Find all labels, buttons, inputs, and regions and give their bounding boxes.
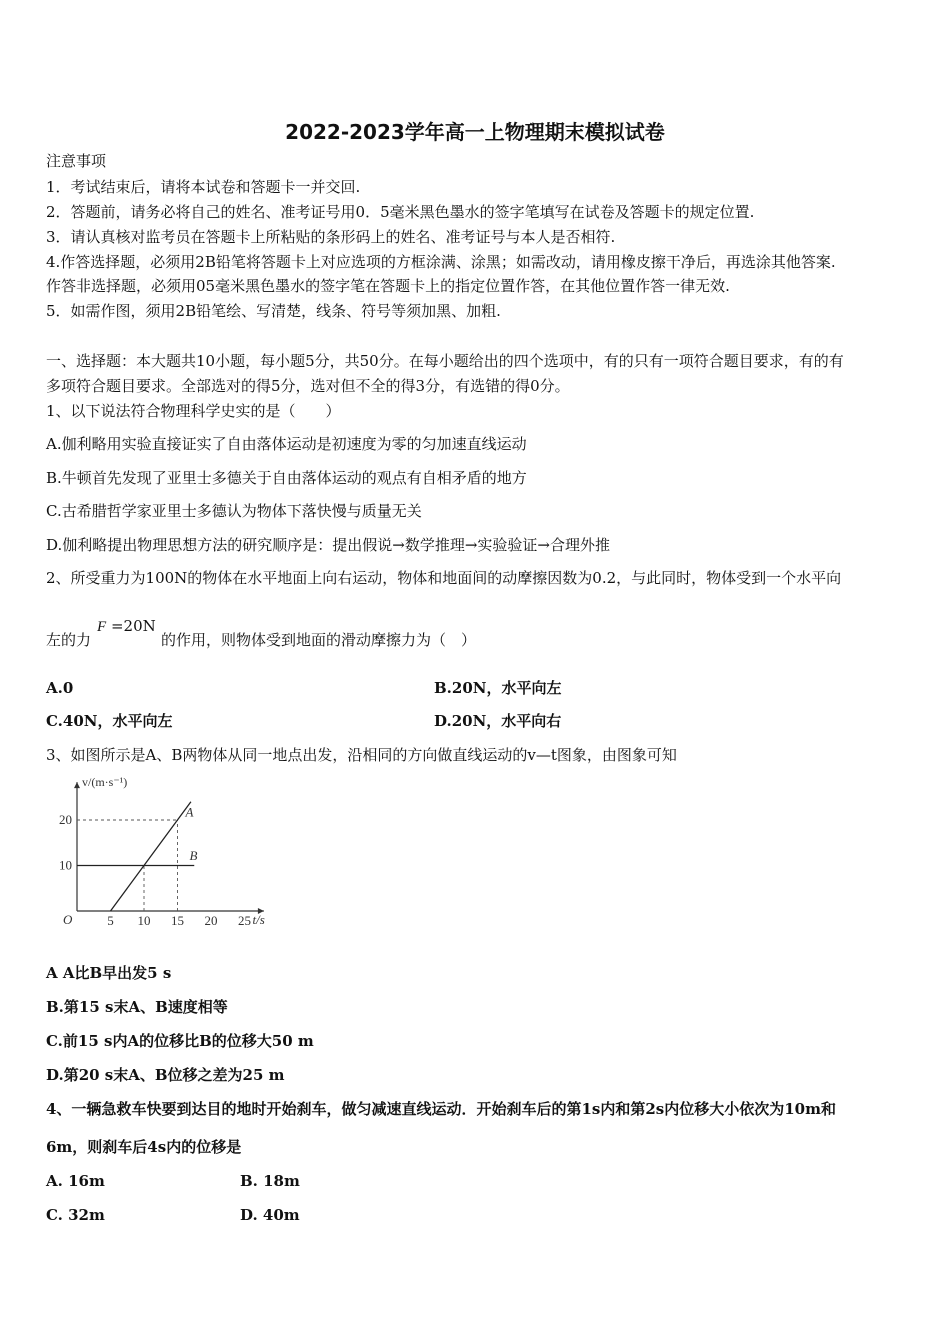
q1-option-a: A.伽利略用实验直接证实了自由落体运动是初速度为零的匀加速直线运动 <box>46 435 527 453</box>
q2-option-d: D.20N，水平向右 <box>434 712 562 730</box>
vt-graph <box>44 772 276 934</box>
q3-option-c: C.前15 s内A的位移比B的位移大50 m <box>46 1032 314 1050</box>
q1-stem: 1、以下说法符合物理科学史实的是（ ） <box>46 402 341 420</box>
x-axis-label: t/s <box>252 912 265 927</box>
q3-option-b: B.第15 s末A、B速度相等 <box>46 998 228 1016</box>
y-tick-label: 20 <box>59 812 72 827</box>
y-axis-label: v/(m·s⁻¹) <box>82 775 128 790</box>
q2-formula <box>97 617 156 636</box>
q2-option-a: A.0 <box>46 679 74 697</box>
q2-option-c: C.40N，水平向左 <box>46 712 173 730</box>
page-title: 2022-2023学年高一上物理期末模拟试卷 <box>285 120 665 144</box>
notice-item: 作答非选择题，必须用05毫米黑色墨水的签字笔在答题卡上的指定位置作答，在其他位置作答一律无效. <box>46 277 730 295</box>
notice-item: 4.作答选择题，必须用2B铅笔将答题卡上对应选项的方框涂满、涂黑；如需改动，请用橡皮擦干净后，再选涂其他答案. <box>46 253 836 271</box>
y-tick-label: 10 <box>59 857 72 873</box>
q2-stem-post: 的作用，则物体受到地面的滑动摩擦力为（ ） <box>161 631 477 649</box>
q1-option-b: B.牛顿首先发现了亚里士多德关于自由落体运动的观点有自相矛盾的地方 <box>46 469 527 487</box>
x-tick-label: 15 <box>171 913 184 928</box>
origin-label: O <box>63 912 73 927</box>
q3-option-d: D.第20 s末A、B位移之差为25 m <box>46 1066 285 1084</box>
series-line-a <box>111 802 191 911</box>
x-tick-label: 25 <box>238 913 251 928</box>
y-axis-arrow <box>74 782 80 788</box>
x-tick-label: 5 <box>107 913 114 928</box>
x-tick-label: 10 <box>137 913 151 928</box>
notice-heading: 注意事项 <box>46 152 107 170</box>
q4-option-c: C. 32m <box>46 1206 105 1224</box>
q1-option-d: D.伽利略提出物理思想方法的研究顺序是：提出假说→数学推理→实验验证→合理外推 <box>46 536 610 554</box>
section-instructions: 一、选择题：本大题共10小题，每小题5分，共50分。在每小题给出的四个选项中，有的只有一项符合题目要求，有的有 <box>46 352 844 370</box>
section-instructions: 多项符合题目要求。全部选对的得5分，选对但不全的得3分，有选错的得0分。 <box>46 377 570 395</box>
formula-variable: F <box>97 619 107 635</box>
q3-option-a: A A比B早出发5 s <box>46 964 172 982</box>
q4-stem-line2: 6m，则刹车后4s内的位移是 <box>46 1138 242 1156</box>
notice-item: 2．答题前，请务必将自己的姓名、准考证号用0．5毫米黑色墨水的签字笔填写在试卷及答题卡的规定位置. <box>46 203 755 221</box>
notice-item: 1．考试结束后，请将本试卷和答题卡一并交回. <box>46 178 361 196</box>
formula-value: =20N <box>110 617 156 635</box>
q3-stem: 3、如图所示是A、B两物体从同一地点出发，沿相同的方向做直线运动的v—t图象，由图象可知 <box>46 746 677 764</box>
q1-option-c: C.古希腊哲学家亚里士多德认为物体下落快慢与质量无关 <box>46 502 422 520</box>
q2-option-b: B.20N，水平向左 <box>434 679 562 697</box>
series-label-a: A <box>185 804 194 820</box>
q4-option-d: D. 40m <box>240 1206 300 1224</box>
q4-stem-line1: 4、一辆急救车快要到达目的地时开始刹车，做匀减速直线运动．开始刹车后的第1s内和第2s内位移大小依次为10m和 <box>46 1100 836 1118</box>
series-label-b: B <box>189 848 198 864</box>
notice-item: 5．如需作图，须用2B铅笔绘、写清楚，线条、符号等须加黑、加粗. <box>46 302 501 320</box>
q4-option-a: A. 16m <box>46 1172 105 1190</box>
q4-option-b: B. 18m <box>240 1172 300 1190</box>
notice-item: 3．请认真核对监考员在答题卡上所粘贴的条形码上的姓名、准考证号与本人是否相符. <box>46 228 616 246</box>
x-tick-label: 20 <box>204 913 218 928</box>
q2-stem-pre: 左的力 <box>46 631 92 649</box>
q2-stem-line1: 2、所受重力为100N的物体在水平地面上向右运动，物体和地面间的动摩擦因数为0.2，与此同时，物体受到一个水平向 <box>46 569 842 587</box>
